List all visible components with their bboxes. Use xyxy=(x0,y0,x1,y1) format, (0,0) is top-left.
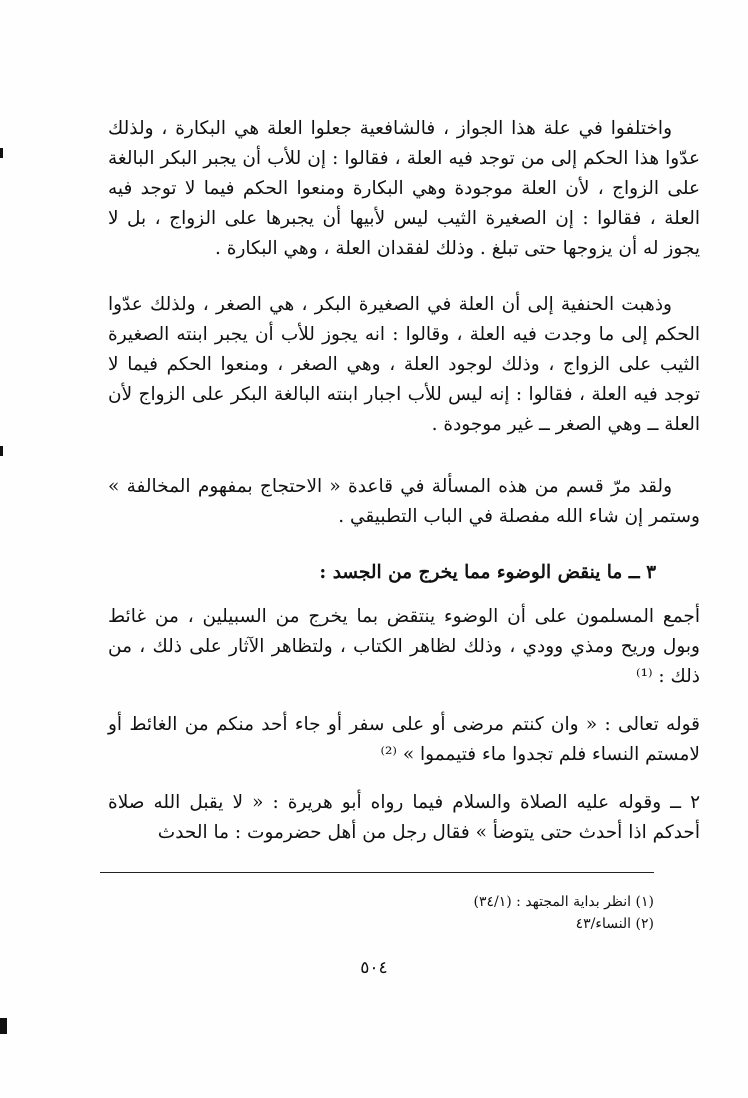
paragraph-consensus: أجمع المسلمون على أن الوضوء ينتقض بما يخرج من السبيلين ، من غائط وبول وريح ومذي وودي ، وذلك لظاهر الكتاب ، ولتظاهر الآثار على ذلك ، من ذلك : ⁽¹⁾ xyxy=(108,606,700,687)
paragraph-quran-verse: قوله تعالى : « وان كنتم مرضى أو على سفر أو جاء أحد منكم من الغائط أو لامستم النساء فلم تجدوا ماء فتيمموا » ⁽²⁾ xyxy=(108,714,700,765)
scan-edge-mark xyxy=(0,446,3,456)
paragraph-shafii-view: واختلفوا في علة هذا الجواز ، فالشافعية جعلوا العلة هي البكارة ، ولذلك عدّوا هذا الحكم إلى من توجد فيه العلة ، فقالوا : إن للأب أن يجبر البكر البالغة على الزواج ، لأن العلة موجودة وهي البكارة ومنعوا الحكم فيما لا توجد فيه العلة ، فقالوا : إن الصغيرة الثيب ليس لأبيها أن يجبرها على الزواج ، بل لا يجوز له أن يزوجها حتى تبلغ . وذلك لفقدان العلة ، وهي البكارة . xyxy=(108,118,700,259)
section-heading: ٣ ــ ما ينقض الوضوء مما يخرج من الجسد : xyxy=(319,562,656,583)
scan-edge-mark xyxy=(0,148,3,158)
footnote-1: (١) انظر بداية المجتهد : (٣٤/١) xyxy=(473,894,654,910)
footnote-divider xyxy=(100,872,654,873)
page-number: ٥٠٤ xyxy=(360,958,388,978)
paragraph-hadith: ٢ ــ وقوله عليه الصلاة والسلام فيما رواه أبو هريرة : « لا يقبل الله صلاة أحدكم اذا أحدث حتى يتوضأ » فقال رجل من أهل حضرموت : ما الحدث xyxy=(108,792,700,843)
footnote-2: (٢) النساء/٤٣ xyxy=(575,916,654,932)
paragraph-hanafi-view: وذهبت الحنفية إلى أن العلة في الصغيرة البكر ، هي الصغر ، ولذلك عدّوا الحكم إلى ما وجدت فيه العلة ، وقالوا : انه يجوز للأب أن يجبر ابنته الصغيرة الثيب على الزواج ، وذلك لوجود العلة ، وهي الصغر ، ومنعوا الحكم فيما لا توجد فيه العلة ، فقالوا : إنه ليس للأب اجبار ابنته البالغة البكر على الزواج لأن العلة ــ وهي الصغر ــ غير موجودة . xyxy=(108,294,700,435)
scan-edge-mark xyxy=(0,1018,7,1034)
paragraph-cross-reference: ولقد مرّ قسم من هذه المسألة في قاعدة « الاحتجاج بمفهوم المخالفة » وستمر إن شاء الله مفصلة في الباب التطبيقي . xyxy=(108,476,700,527)
